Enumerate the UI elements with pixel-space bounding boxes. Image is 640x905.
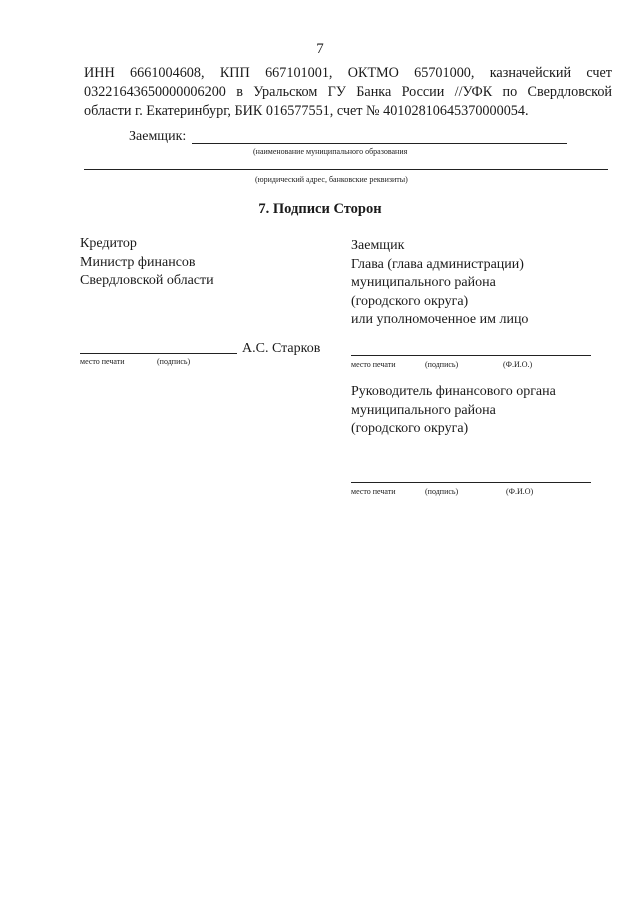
borrower-position-line-2: муниципального района bbox=[351, 275, 496, 290]
borrower-fio-caption: (Ф.И.О.) bbox=[503, 360, 533, 369]
finance-head-line-2: муниципального района bbox=[351, 402, 496, 418]
finance-head-title: Руководитель финансового органа bbox=[351, 384, 556, 399]
borrower-position-line-3: (городского округа) bbox=[351, 293, 469, 309]
bank-details-line-1: ИНН 6661004608, КПП 667101001, ОКТМО 65701000, казначейский счет bbox=[84, 65, 612, 81]
finance-head-signature-line bbox=[351, 482, 591, 483]
borrower-position-line-4: или уполномоченное им лицо bbox=[351, 312, 529, 327]
finance-head-sign-caption: (подпись) bbox=[425, 487, 459, 496]
borrower-signature-line bbox=[351, 355, 591, 356]
borrower-title: Заемщик bbox=[351, 238, 405, 253]
finance-head-seal-caption: место печати bbox=[351, 487, 396, 496]
creditor-signature-line bbox=[80, 353, 237, 354]
finance-head-fio-caption: (Ф.И.О) bbox=[506, 487, 534, 496]
borrower-seal-caption: место печати bbox=[351, 360, 396, 369]
creditor-region: Свердловской области bbox=[80, 273, 214, 288]
creditor-sign-caption: (подпись) bbox=[157, 357, 191, 366]
bank-details-line-2: 03221643650000006200 в Уральском ГУ Банка России //УФК по Свердловской bbox=[84, 84, 612, 100]
creditor-position: Министр финансов bbox=[80, 254, 196, 270]
bank-details-paragraph bbox=[84, 64, 612, 121]
creditor-seal-caption: место печати bbox=[80, 357, 125, 366]
borrower-sign-caption: (подпись) bbox=[425, 360, 459, 369]
borrower-address-caption: (юридический адрес, банковские реквизиты) bbox=[255, 175, 408, 184]
section-title: 7. Подписи Сторон bbox=[258, 201, 382, 217]
finance-head-block bbox=[351, 383, 556, 439]
borrower-name-caption: (наименование муниципального образования bbox=[253, 147, 408, 156]
borrower-name-line bbox=[192, 143, 567, 144]
page-number: 7 bbox=[316, 41, 324, 57]
bank-details-line-3: области г. Екатеринбург, БИК 016577551, счет № 40102810645370000054. bbox=[84, 103, 529, 119]
creditor-title: Кредитор bbox=[80, 236, 137, 251]
creditor-signer-name: А.С. Старков bbox=[242, 341, 321, 356]
finance-head-line-3: (городского округа) bbox=[351, 421, 469, 436]
borrower-address-line bbox=[84, 169, 608, 170]
creditor-block bbox=[80, 235, 214, 291]
borrower-position-line-1: Глава (глава администрации) bbox=[351, 256, 524, 272]
borrower-label: Заемщик: bbox=[129, 129, 187, 144]
borrower-signatory-block bbox=[351, 237, 528, 330]
